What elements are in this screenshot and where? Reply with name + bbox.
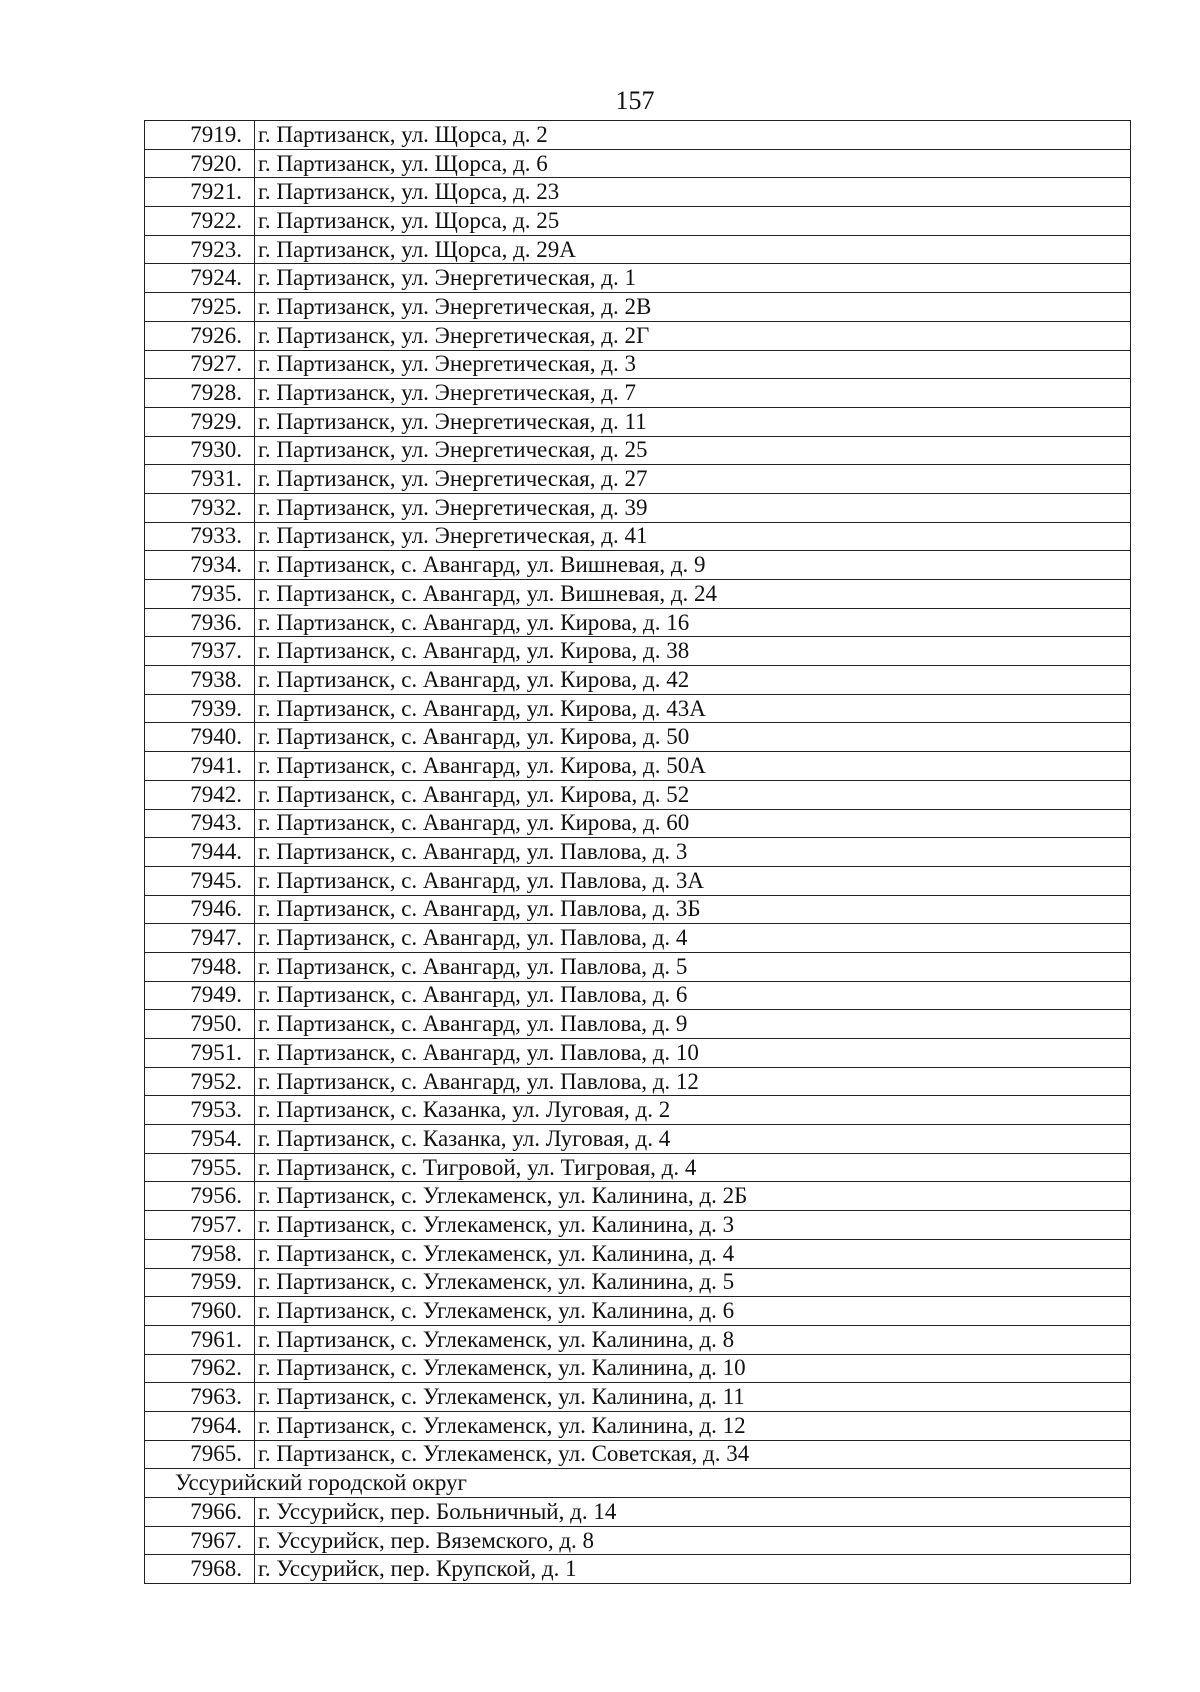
table-row xyxy=(145,1010,1131,1039)
row-address: г. Партизанск, с. Авангард, ул. Кирова, д. 38 xyxy=(255,637,1131,666)
table-row xyxy=(145,1211,1131,1240)
row-address: г. Партизанск, ул. Щорса, д. 23 xyxy=(255,178,1131,207)
row-number: 7952. xyxy=(145,1067,255,1096)
row-number: 7954. xyxy=(145,1125,255,1154)
table-row xyxy=(145,149,1131,178)
table-row xyxy=(145,637,1131,666)
row-address: г. Партизанск, с. Авангард, ул. Кирова, д. 60 xyxy=(255,809,1131,838)
row-address: г. Партизанск, с. Тигровой, ул. Тигровая, д. 4 xyxy=(255,1153,1131,1182)
row-number: 7967. xyxy=(145,1526,255,1555)
row-address: г. Партизанск, ул. Щорса, д. 2 xyxy=(255,121,1131,150)
row-address: г. Партизанск, ул. Энергетическая, д. 41 xyxy=(255,522,1131,551)
row-address: г. Партизанск, с. Авангард, ул. Павлова, д. 12 xyxy=(255,1067,1131,1096)
row-number: 7925. xyxy=(145,293,255,322)
table-row xyxy=(145,1440,1131,1469)
row-address: г. Партизанск, с. Углекаменск, ул. Калинина, д. 8 xyxy=(255,1325,1131,1354)
row-number: 7944. xyxy=(145,838,255,867)
row-address: г. Партизанск, с. Авангард, ул. Кирова, д. 52 xyxy=(255,780,1131,809)
row-address: г. Партизанск, с. Углекаменск, ул. Калинина, д. 11 xyxy=(255,1383,1131,1412)
row-address: г. Партизанск, с. Углекаменск, ул. Калинина, д. 12 xyxy=(255,1411,1131,1440)
row-number: 7921. xyxy=(145,178,255,207)
section-title: Уссурийский городской округ xyxy=(145,1469,1131,1498)
row-number: 7953. xyxy=(145,1096,255,1125)
table-row xyxy=(145,694,1131,723)
row-number: 7942. xyxy=(145,780,255,809)
table-row xyxy=(145,1153,1131,1182)
row-address: г. Партизанск, ул. Энергетическая, д. 27 xyxy=(255,465,1131,494)
row-address: г. Партизанск, с. Авангард, ул. Кирова, д. 50 xyxy=(255,723,1131,752)
row-address: г. Партизанск, ул. Энергетическая, д. 2В xyxy=(255,293,1131,322)
row-number: 7968. xyxy=(145,1555,255,1584)
row-number: 7929. xyxy=(145,407,255,436)
table-row xyxy=(145,1268,1131,1297)
table-row xyxy=(145,1125,1131,1154)
table-row xyxy=(145,465,1131,494)
table-row xyxy=(145,235,1131,264)
row-address: г. Партизанск, с. Авангард, ул. Вишневая, д. 24 xyxy=(255,580,1131,609)
row-number: 7961. xyxy=(145,1325,255,1354)
row-address: г. Партизанск, ул. Энергетическая, д. 25 xyxy=(255,436,1131,465)
table-row xyxy=(145,522,1131,551)
row-address: г. Партизанск, ул. Щорса, д. 6 xyxy=(255,149,1131,178)
row-number: 7951. xyxy=(145,1039,255,1068)
row-address: г. Партизанск, с. Углекаменск, ул. Советская, д. 34 xyxy=(255,1440,1131,1469)
row-number: 7949. xyxy=(145,981,255,1010)
row-number: 7923. xyxy=(145,235,255,264)
row-number: 7940. xyxy=(145,723,255,752)
row-number: 7926. xyxy=(145,321,255,350)
row-address: г. Партизанск, с. Авангард, ул. Павлова, д. 6 xyxy=(255,981,1131,1010)
row-number: 7928. xyxy=(145,379,255,408)
row-number: 7964. xyxy=(145,1411,255,1440)
table-row xyxy=(145,1555,1131,1584)
table-row xyxy=(145,752,1131,781)
row-address: г. Партизанск, ул. Энергетическая, д. 39 xyxy=(255,493,1131,522)
table-row xyxy=(145,780,1131,809)
row-address: г. Партизанск, с. Углекаменск, ул. Калинина, д. 5 xyxy=(255,1268,1131,1297)
row-number: 7933. xyxy=(145,522,255,551)
row-address: г. Партизанск, с. Авангард, ул. Павлова, д. 3Б xyxy=(255,895,1131,924)
row-number: 7960. xyxy=(145,1297,255,1326)
table-row xyxy=(145,207,1131,236)
table-row xyxy=(145,1354,1131,1383)
row-address: г. Партизанск, с. Авангард, ул. Павлова, д. 3А xyxy=(255,866,1131,895)
table-row xyxy=(145,1039,1131,1068)
table-row xyxy=(145,1325,1131,1354)
row-number: 7943. xyxy=(145,809,255,838)
table-row xyxy=(145,1182,1131,1211)
row-address: г. Партизанск, с. Авангард, ул. Павлова, д. 9 xyxy=(255,1010,1131,1039)
row-number: 7956. xyxy=(145,1182,255,1211)
row-address: г. Уссурийск, пер. Вяземского, д. 8 xyxy=(255,1526,1131,1555)
table-row xyxy=(145,952,1131,981)
table-row xyxy=(145,1526,1131,1555)
table-row xyxy=(145,493,1131,522)
row-address: г. Партизанск, с. Углекаменск, ул. Калинина, д. 6 xyxy=(255,1297,1131,1326)
row-number: 7966. xyxy=(145,1498,255,1527)
table-row xyxy=(145,666,1131,695)
row-address: г. Партизанск, с. Авангард, ул. Павлова, д. 5 xyxy=(255,952,1131,981)
table-row xyxy=(145,838,1131,867)
row-address: г. Партизанск, с. Авангард, ул. Кирова, д. 50А xyxy=(255,752,1131,781)
page-number: 157 xyxy=(615,86,655,115)
address-table-body xyxy=(145,121,1131,1584)
table-row xyxy=(145,1096,1131,1125)
row-address: г. Партизанск, с. Авангард, ул. Павлова, д. 3 xyxy=(255,838,1131,867)
row-address: г. Партизанск, ул. Энергетическая, д. 1 xyxy=(255,264,1131,293)
row-number: 7959. xyxy=(145,1268,255,1297)
row-number: 7963. xyxy=(145,1383,255,1412)
row-number: 7922. xyxy=(145,207,255,236)
row-number: 7955. xyxy=(145,1153,255,1182)
row-number: 7938. xyxy=(145,666,255,695)
row-address: г. Партизанск, ул. Энергетическая, д. 7 xyxy=(255,379,1131,408)
row-address: г. Партизанск, с. Авангард, ул. Кирова, д. 16 xyxy=(255,608,1131,637)
table-row xyxy=(145,178,1131,207)
table-row xyxy=(145,321,1131,350)
row-number: 7932. xyxy=(145,493,255,522)
row-number: 7947. xyxy=(145,924,255,953)
table-row xyxy=(145,866,1131,895)
row-address: г. Партизанск, ул. Энергетическая, д. 11 xyxy=(255,407,1131,436)
table-row xyxy=(145,1383,1131,1412)
table-row xyxy=(145,723,1131,752)
row-number: 7927. xyxy=(145,350,255,379)
row-number: 7946. xyxy=(145,895,255,924)
row-address: г. Партизанск, с. Казанка, ул. Луговая, д. 2 xyxy=(255,1096,1131,1125)
row-number: 7962. xyxy=(145,1354,255,1383)
row-address: г. Партизанск, ул. Энергетическая, д. 3 xyxy=(255,350,1131,379)
table-row xyxy=(145,1067,1131,1096)
row-number: 7919. xyxy=(145,121,255,150)
row-number: 7965. xyxy=(145,1440,255,1469)
table-row xyxy=(145,1297,1131,1326)
row-address: г. Партизанск, ул. Щорса, д. 29А xyxy=(255,235,1131,264)
row-address: г. Уссурийск, пер. Больничный, д. 14 xyxy=(255,1498,1131,1527)
table-row xyxy=(145,379,1131,408)
table-row xyxy=(145,1411,1131,1440)
row-address: г. Уссурийск, пер. Крупской, д. 1 xyxy=(255,1555,1131,1584)
row-number: 7924. xyxy=(145,264,255,293)
row-number: 7939. xyxy=(145,694,255,723)
table-row xyxy=(145,895,1131,924)
row-address: г. Партизанск, ул. Щорса, д. 25 xyxy=(255,207,1131,236)
row-number: 7958. xyxy=(145,1239,255,1268)
table-row xyxy=(145,608,1131,637)
row-number: 7931. xyxy=(145,465,255,494)
row-number: 7948. xyxy=(145,952,255,981)
row-number: 7934. xyxy=(145,551,255,580)
table-row xyxy=(145,924,1131,953)
row-address: г. Партизанск, ул. Энергетическая, д. 2Г xyxy=(255,321,1131,350)
address-table xyxy=(144,120,1131,1584)
row-address: г. Партизанск, с. Углекаменск, ул. Калинина, д. 3 xyxy=(255,1211,1131,1240)
table-row xyxy=(145,436,1131,465)
table-row xyxy=(145,264,1131,293)
section-header-row xyxy=(145,1469,1131,1498)
row-address: г. Партизанск, с. Авангард, ул. Павлова, д. 4 xyxy=(255,924,1131,953)
row-number: 7920. xyxy=(145,149,255,178)
table-row xyxy=(145,407,1131,436)
table-row xyxy=(145,580,1131,609)
row-number: 7941. xyxy=(145,752,255,781)
table-row xyxy=(145,551,1131,580)
row-address: г. Партизанск, с. Авангард, ул. Вишневая, д. 9 xyxy=(255,551,1131,580)
row-address: г. Партизанск, с. Углекаменск, ул. Калинина, д. 4 xyxy=(255,1239,1131,1268)
row-address: г. Партизанск, с. Авангард, ул. Павлова, д. 10 xyxy=(255,1039,1131,1068)
row-address: г. Партизанск, с. Авангард, ул. Кирова, д. 42 xyxy=(255,666,1131,695)
row-number: 7950. xyxy=(145,1010,255,1039)
table-row xyxy=(145,1498,1131,1527)
table-row xyxy=(145,981,1131,1010)
table-row xyxy=(145,1239,1131,1268)
row-address: г. Партизанск, с. Авангард, ул. Кирова, д. 43А xyxy=(255,694,1131,723)
row-number: 7937. xyxy=(145,637,255,666)
table-row xyxy=(145,121,1131,150)
row-number: 7935. xyxy=(145,580,255,609)
table-row xyxy=(145,350,1131,379)
table-row xyxy=(145,809,1131,838)
row-address: г. Партизанск, с. Казанка, ул. Луговая, д. 4 xyxy=(255,1125,1131,1154)
row-number: 7957. xyxy=(145,1211,255,1240)
row-number: 7930. xyxy=(145,436,255,465)
row-address: г. Партизанск, с. Углекаменск, ул. Калинина, д. 2Б xyxy=(255,1182,1131,1211)
row-number: 7936. xyxy=(145,608,255,637)
row-address: г. Партизанск, с. Углекаменск, ул. Калинина, д. 10 xyxy=(255,1354,1131,1383)
table-row xyxy=(145,293,1131,322)
row-number: 7945. xyxy=(145,866,255,895)
